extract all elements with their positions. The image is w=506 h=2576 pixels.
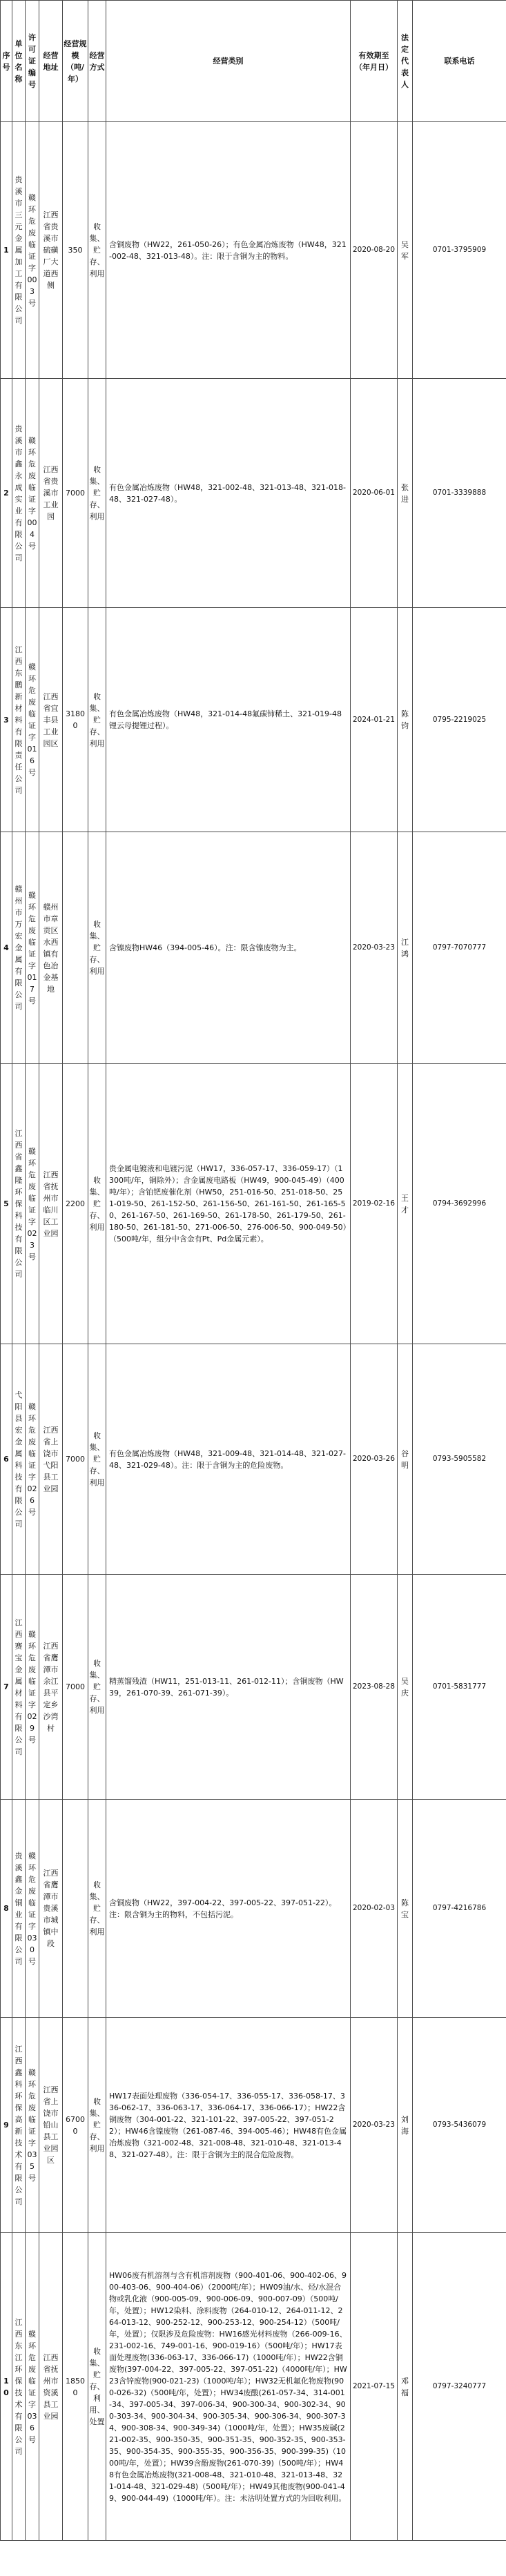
cell-seq: 6 [1,1344,12,1575]
cell-scale: 7000 [63,1575,88,1800]
cell-company: 赣州市万宏金属有限公司 [12,832,26,1064]
cell-seq: 3 [1,608,12,832]
cell-legal-rep: 陈宝 [398,1800,413,2018]
cell-validity: 2019-02-16 [351,1064,398,1344]
table-row [1,2018,506,2233]
cell-scale: 2200 [63,1064,88,1344]
header-address: 经营地址 [39,1,63,122]
cell-category: 含铜废物（HW22，397-004-22、397-005-22、397-051-22）。注：限含铜为主的物料，不包括污泥。 [106,1800,351,2018]
cell-category: 有色金属冶炼废物（HW48，321-009-48、321-014-48、321-027-48、321-029-48）。注：限于含铜为主的危险废物。 [106,1344,351,1575]
table-row [1,379,506,608]
cell-legal-rep: 谷明 [398,1344,413,1575]
cell-scale: 18500 [63,2233,88,2541]
cell-seq: 1 [1,122,12,379]
header-company: 单位名称 [12,1,26,122]
cell-company: 江西东江环保技术有限公司 [12,2233,26,2541]
cell-legal-rep: 刘海 [398,2018,413,2233]
cell-company: 贵溪鑫金铜业有限公司 [12,1800,26,2018]
cell-phone: 0793-5436079 [413,2018,506,2233]
cell-permit: 赣环危废临证字017号 [26,832,39,1064]
cell-validity: 2020-02-03 [351,1800,398,2018]
cell-method: 收集、贮存、利用 [88,1800,106,2018]
table-row [1,608,506,832]
cell-category: 含镍废物HW46（394-005-46）。注：限含镍废物为主。 [106,832,351,1064]
cell-seq: 5 [1,1064,12,1344]
header-legal-rep: 法定代表人 [398,1,413,122]
cell-scale: 350 [63,122,88,379]
cell-seq: 9 [1,2018,12,2233]
cell-validity: 2020-03-23 [351,2018,398,2233]
cell-address: 江西省贵溪市工业园 [39,379,63,608]
table-row [1,122,506,379]
cell-address: 江西省贵溪市硫磺厂大道西侧 [39,122,63,379]
cell-scale: 7000 [63,379,88,608]
cell-category: 精蒸馏残渣（HW11，251-013-11、261-012-11）；含铜废物（HW39，261-070-39、261-071-39）。 [106,1575,351,1800]
cell-category: HW06废有机溶剂与含有机溶剂废物（900-401-06、900-402-06、900-403-06、900-404-06）（2000吨/年）；HW09油/水、烃/水混合物或乳化液（900-005-09、900-006-09、900-007-09）（500吨/年，处置）；HW12染料、涂料废物（264-010-12、264-011-12、264-013-12、900-252-12、900-253-12、900-254-12）（500吨/年，处置）；仅限涉及危险废物：HW16感光材料废物（266-009-16、231-002-16、749-001-16、900-019-16）（500吨/年）；HW17表面处理废物(336-063-17、336-066-17)（1000吨/年）；HW22含铜废物(397-004-22、397-005-22、397-051-22)（4000吨/年）；HW23含锌废物(900-021-23)（1000吨/年）；HW32无机氟化物废物(900-026-32)（500吨/年，处置）；HW34废酸(261-057-34、314-001-34、397-005-34、397-006-34、900-300-34、900-302-34、900-303-34、900-304-34、900-305-34、900-306-34、900-307-34、900-308-34、900-349-34)（1000吨/年，处置）；HW35废碱(221-002-35、900-350-35、900-351-35、900-352-35、900-353-35、900-354-35、900-355-35、900-356-35、900-399-35)（1000吨/年，处置）；HW39含酚废物(261-070-39)（500吨/年）；HW48有色金属冶炼废物(321-008-48、321-010-48、321-013-48、321-014-48、321-029-48)（500吨/年）；HW49其他废物(900-041-49、900-044-49)（1000吨/年）。注：未沾明处置方式的为回收利用。 [106,2233,351,2541]
cell-permit: 赣环危废临证字029号 [26,1575,39,1800]
cell-seq: 4 [1,832,12,1064]
cell-validity: 2020-08-20 [351,122,398,379]
cell-method: 收集、贮存、利用、处置 [88,2233,106,2541]
cell-seq: 7 [1,1575,12,1800]
cell-seq: 2 [1,379,12,608]
cell-permit: 赣环危废临证字004号 [26,379,39,608]
cell-address: 江西省上饶市铅山县工业园区 [39,2018,63,2233]
cell-address: 江西省抚州市资溪县工业园 [39,2233,63,2541]
header-method: 经营方式 [88,1,106,122]
cell-category: 贵金属电镀液和电镀污泥（HW17，336-057-17、336-059-17）（1300吨/年，铜除外）；含金属废电路板（HW49，900-045-49）（400吨/年）；含铂钯废催化剂（HW50，251-016-50、251-018-50、251-019-50、261-152-50、261-156-50、261-161-50、261-165-50、261-167-50、261-169-50、261-178-50、261-179-50、261-180-50、261-181-50、271-006-50、276-006-50、900-049-50）（500吨/年，组分中含金有Pt、Pd金属元素）。 [106,1064,351,1344]
cell-company: 江西赛宝金属材料有限公司 [12,1575,26,1800]
cell-validity: 2020-06-01 [351,379,398,608]
header-phone: 联系电话 [413,1,506,122]
cell-phone: 0701-3795909 [413,122,506,379]
cell-validity: 2020-03-23 [351,832,398,1064]
cell-scale: 7000 [63,1344,88,1575]
cell-company: 贵溪市鑫永成实业有限公司 [12,379,26,608]
cell-company: 江西鑫科环保高新技术有限公司 [12,2018,26,2233]
cell-method: 收集、贮存、利用 [88,1575,106,1800]
table-row [1,1064,506,1344]
cell-method: 收集、贮存、利用 [88,608,106,832]
cell-company: 江西省鑫隆环保科技有限公司 [12,1064,26,1344]
cell-phone: 0797-7070777 [413,832,506,1064]
cell-address: 赣州市章贡区水西镇有色冶金基地 [39,832,63,1064]
cell-category: 有色金属冶炼废物（HW48，321-014-48氟碳铈稀土、321-019-48锂云母提锂过程）。 [106,608,351,832]
cell-legal-rep: 张进 [398,379,413,608]
cell-phone: 0797-3240777 [413,2233,506,2541]
cell-category: 有色金属冶炼废物（HW48，321-002-48、321-013-48、321-018-48、321-027-48）。 [106,379,351,608]
cell-permit: 赣环危废临证字003号 [26,122,39,379]
table-row [1,2233,506,2541]
header-scale: 经营规模（吨/年） [63,1,88,122]
cell-validity: 2020-03-26 [351,1344,398,1575]
table-row [1,1800,506,2018]
cell-permit: 赣环危废临证字035号 [26,2018,39,2233]
cell-legal-rep: 陈钧 [398,608,413,832]
cell-method: 收集、贮存、利用 [88,122,106,379]
cell-legal-rep: 王才 [398,1064,413,1344]
cell-address: 江西省鹰潭市余江县平定乡沙湾村 [39,1575,63,1800]
cell-permit: 赣环危废临证字023号 [26,1064,39,1344]
cell-legal-rep: 邓福 [398,2233,413,2541]
cell-permit: 赣环危废临证字026号 [26,1344,39,1575]
cell-permit: 赣环危废临证字036号 [26,2233,39,2541]
cell-address: 江西省宜丰县工业园区 [39,608,63,832]
cell-phone: 0701-5831777 [413,1575,506,1800]
cell-method: 收集、贮存、利用 [88,1064,106,1344]
cell-category: 含铜废物（HW22，261-050-26）；有色金属冶炼废物（HW48，321-002-48、321-013-48）。注：限于含铜为主的物料。 [106,122,351,379]
cell-legal-rep: 吴庆 [398,1575,413,1800]
header-row [1,1,506,122]
header-validity: 有效期至（年月日） [351,1,398,122]
table-row [1,1575,506,1800]
cell-validity: 2024-01-21 [351,608,398,832]
cell-address: 江西省抚州市临川区工业园 [39,1064,63,1344]
cell-method: 收集、贮存、利用 [88,379,106,608]
cell-validity: 2021-07-15 [351,2233,398,2541]
cell-permit: 赣环危废临证字030号 [26,1800,39,2018]
table-row [1,1344,506,1575]
cell-legal-rep: 江鸿 [398,832,413,1064]
cell-phone: 0795-2219025 [413,608,506,832]
cell-address: 江西省鹰潭市贵溪市城镇中段 [39,1800,63,2018]
cell-company: 江西东鹏新材料有限责任公司 [12,608,26,832]
cell-permit: 赣环危废临证字016号 [26,608,39,832]
cell-method: 收集、贮存、利用 [88,1344,106,1575]
table-row [1,832,506,1064]
cell-phone: 0793-5905582 [413,1344,506,1575]
header-permit: 许可证编号 [26,1,39,122]
cell-address: 江西省上饶市弋阳县工业园 [39,1344,63,1575]
header-category: 经营类别 [106,1,351,122]
cell-phone: 0794-3692996 [413,1064,506,1344]
cell-scale [63,1800,88,2018]
cell-scale: 67000 [63,2018,88,2233]
cell-phone: 0797-4216786 [413,1800,506,2018]
cell-scale: 31800 [63,608,88,832]
cell-seq: 8 [1,1800,12,2018]
cell-company: 弋阳县宏金属科技有限公司 [12,1344,26,1575]
cell-seq: 10 [1,2233,12,2541]
header-seq: 序号 [1,1,12,122]
cell-phone: 0701-3339888 [413,379,506,608]
cell-validity: 2023-08-28 [351,1575,398,1800]
cell-scale [63,832,88,1064]
cell-category: HW17表面处理废物（336-054-17、336-055-17、336-058-17、336-062-17、336-063-17、336-064-17、336-066-17）；HW22含铜废物（304-001-22、321-101-22、397-005-22、397-051-22）；HW46含镍废物（261-087-46、394-005-46）；HW48有色金属冶炼废物（321-002-48、321-008-48、321-010-48、321-013-48、321-027-48）。注：限于含铜为主的混合危险废物。 [106,2018,351,2233]
cell-method: 收集、贮存、利用 [88,2018,106,2233]
cell-company: 贵溪市三元金属加工有限公司 [12,122,26,379]
cell-method: 收集、贮存、利用 [88,832,106,1064]
cell-legal-rep: 吴军 [398,122,413,379]
